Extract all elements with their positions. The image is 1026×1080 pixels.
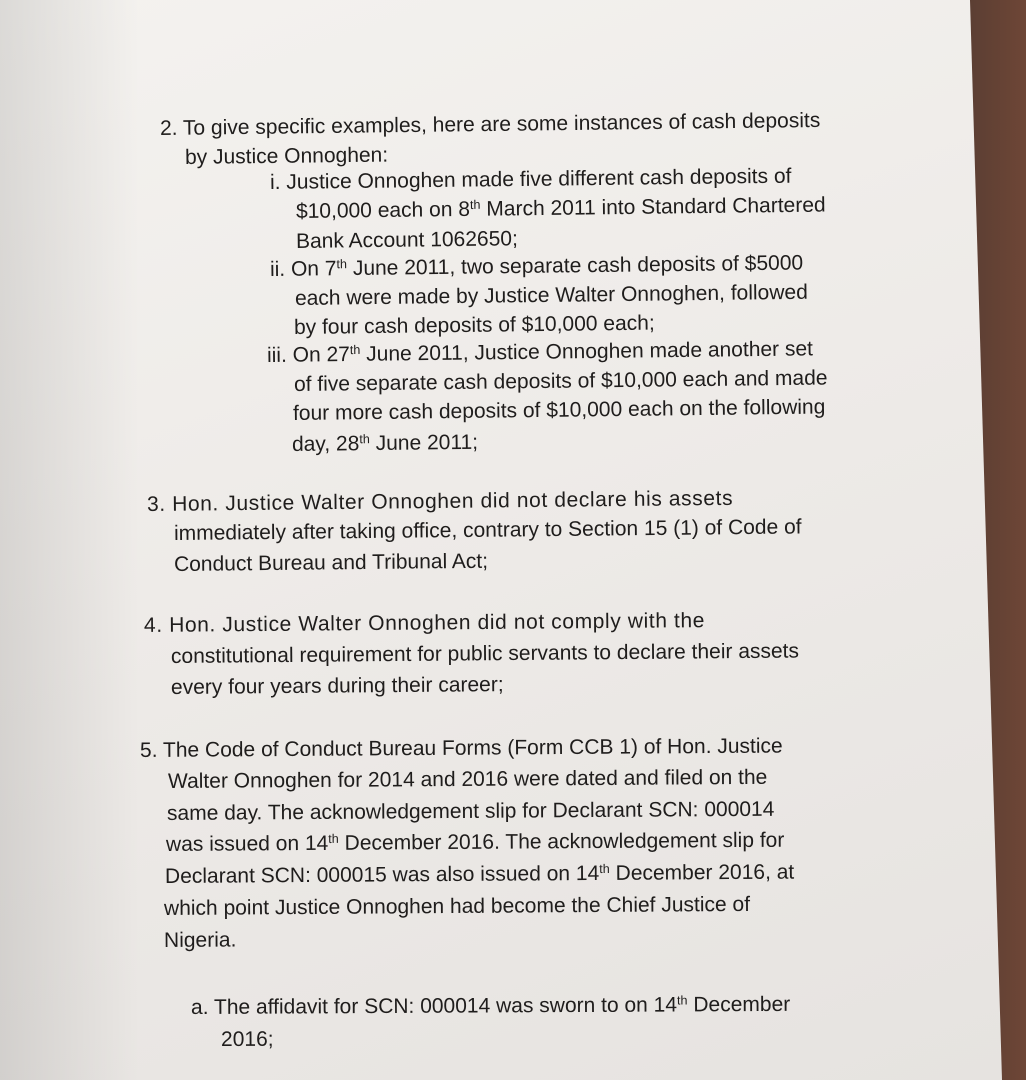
sub-ii-line1-sup: th xyxy=(336,257,348,272)
item4-line1: 4. Hon. Justice Walter Onnoghen did not comply with the xyxy=(143,609,706,637)
item5-line5-sup: th xyxy=(599,861,610,877)
sub-iii-line3: four more cash deposits of $10,000 each on the following xyxy=(292,395,826,425)
item2-line1: 2. To give specific examples, here are some instances of cash deposits xyxy=(159,108,821,140)
item4-line3: every four years during their career; xyxy=(170,673,504,699)
sub-iii-line4-b: June 2011; xyxy=(369,430,479,456)
item5-line3: same day. The acknowledgement slip for Declarant SCN: 000014 xyxy=(166,797,775,825)
sub-iii-line1 xyxy=(267,337,813,367)
sub-i-line3: Bank Account 1062650; xyxy=(295,227,518,253)
sub-iii-line4-a: day, 28 xyxy=(291,432,360,456)
sub-iii-line2: of five separate cash deposits of $10,000 each and made xyxy=(293,366,828,396)
item5-line4-a: was issued on 14 xyxy=(165,831,329,856)
item5-line6: which point Justice Onnoghen had become the Chief Justice of xyxy=(163,892,751,920)
sub-a-line1 xyxy=(191,993,790,1019)
sub-i-line2-b: March 2011 into Standard Chartered xyxy=(480,193,826,221)
sub-i-line2 xyxy=(296,194,826,224)
sub-i-line1: i. Justice Onnoghen made five different cash deposits of xyxy=(269,164,792,194)
item5-line1: 5. The Code of Conduct Bureau Forms (Form CCB 1) of Hon. Justice xyxy=(139,734,783,762)
item5-line5-b: December 2016, at xyxy=(609,860,795,885)
item4-line2: constitutional requirement for public servants to declare their assets xyxy=(170,639,800,668)
item5-line4 xyxy=(166,829,784,856)
sub-a-line2: 2016; xyxy=(220,1027,274,1051)
sub-iii-line1-a: iii. On 27 xyxy=(266,342,351,367)
sub-ii-line1-b: June 2011, two separate cash deposits of $5000 xyxy=(346,251,804,281)
item3-line1: 3. Hon. Justice Walter Onnoghen did not declare his assets xyxy=(146,486,734,516)
sub-iii-line1-b: June 2011, Justice Onnoghen made another set xyxy=(360,337,814,366)
item5-line5 xyxy=(165,861,794,888)
sub-i-line2-a: $10,000 each on 8 xyxy=(295,197,471,223)
item5-line5-a: Declarant SCN: 000015 was also issued on 14 xyxy=(164,861,600,888)
sub-ii-line1-a: ii. On 7 xyxy=(269,257,337,281)
sub-a-line1-a: a. The affidavit for SCN: 000014 was sworn to on 14 xyxy=(190,993,678,1019)
sub-ii-line2: each were made by Justice Walter Onnoghen, followed xyxy=(294,280,808,310)
item5-line7: Nigeria. xyxy=(163,928,237,952)
sub-a-line1-sup: th xyxy=(676,993,688,1008)
sub-iii-line1-sup: th xyxy=(349,342,361,358)
item5-line4-b: December 2016. The acknowledgement slip for xyxy=(338,828,785,855)
sub-ii-line1 xyxy=(270,251,803,281)
sub-ii-line3: by four cash deposits of $10,000 each; xyxy=(293,311,655,339)
item2-line2: by Justice Onnoghen: xyxy=(184,143,389,169)
item5-line4-sup: th xyxy=(328,831,339,846)
item3-line2: immediately after taking office, contrary to Section 15 (1) of Code of xyxy=(173,515,802,545)
sub-a-line1-b: December xyxy=(687,992,791,1017)
item5-line2: Walter Onnoghen for 2014 and 2016 were dated and filed on the xyxy=(167,765,768,793)
sub-iii-line4 xyxy=(292,431,478,456)
item3-line3: Conduct Bureau and Tribunal Act; xyxy=(173,549,489,576)
sub-iii-line4-sup: th xyxy=(359,432,370,447)
sub-i-line2-sup: th xyxy=(469,197,481,212)
